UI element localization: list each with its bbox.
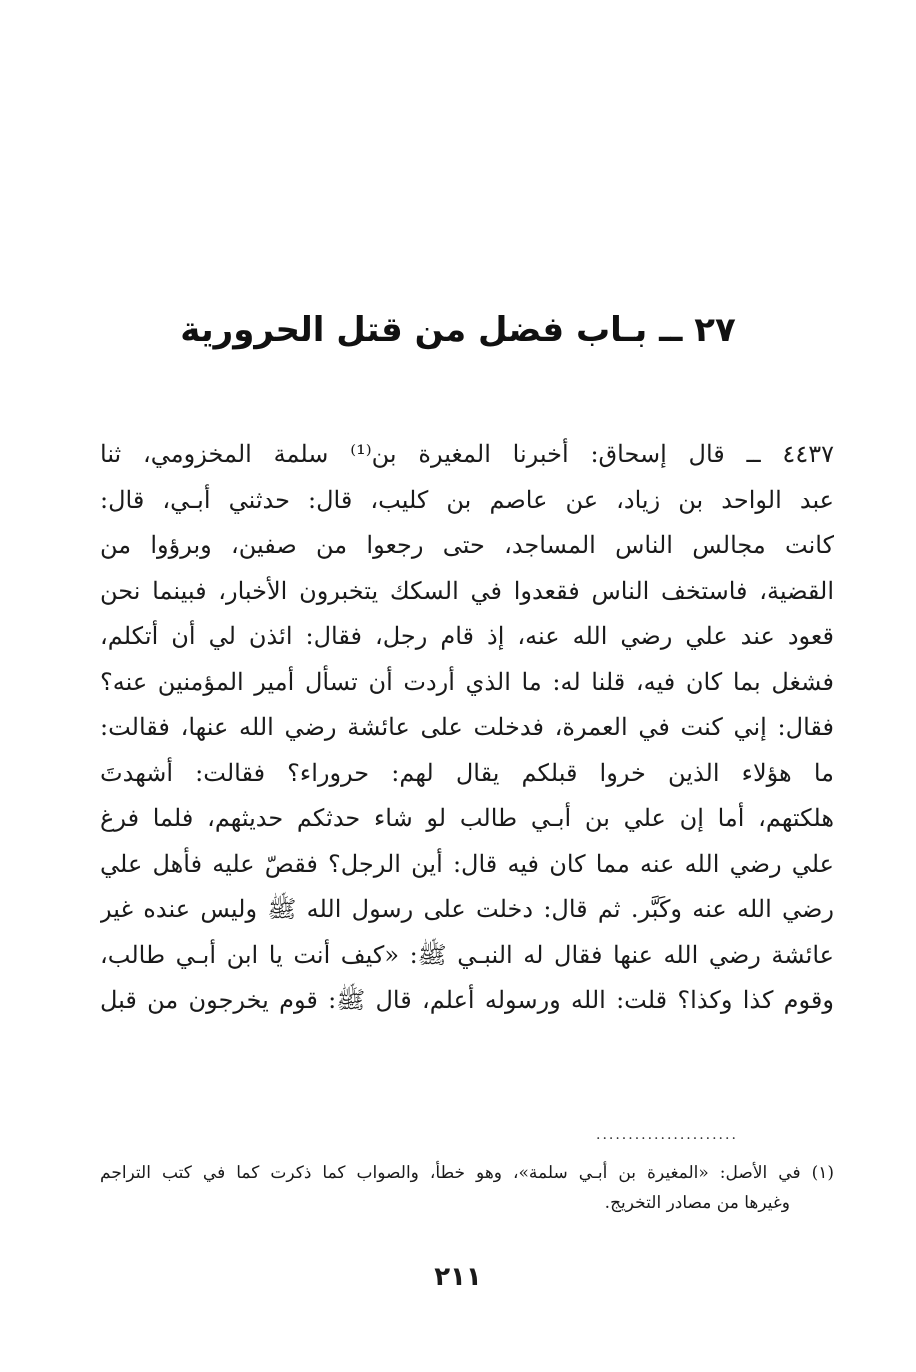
text-line: فقال: إني كنت في العمرة، فدخلت على عائشة رضي الله عنها، فقالت:: [100, 713, 834, 741]
footnote-line: وغيرها من مصادر التخريج.: [604, 1193, 790, 1213]
text-line: رضي الله عنه وكَبَّر. ثم قال: دخلت على رسول الله ﷺ وليس عنده غير: [100, 895, 834, 923]
text-line: عائشة رضي الله عنها فقال له النبـي ﷺ: «كيف أنت يا ابن أبـي طالب،: [100, 940, 834, 969]
text-line: علي رضي الله عنه مما كان فيه قال: أين الرجل؟ فقصّ عليه فأهل علي: [100, 849, 834, 878]
page-number: ٢١١: [434, 1262, 482, 1292]
text-line: القضية، فاستخف الناس فقعدوا في السكك يتخبرون الأخبار، فبينما نحن: [100, 576, 834, 605]
footnote-separator: ......................: [596, 1128, 738, 1142]
text-line: وقوم كذا وكذا؟ قلت: الله ورسوله أعلم، قال ﷺ: قوم يخرجون من قبل: [100, 986, 834, 1014]
chapter-title: ٢٧ ــ بـاب فضل من قتل الحرورية: [180, 310, 736, 350]
footnote: [100, 1158, 834, 1218]
text-line: ٤٤٣٧ ــ قال إسحاق: أخبرنا المغيرة بن⁽¹⁾ سلمة المخزومي، ثنا: [100, 440, 834, 468]
text-line: هلكتهم، أما إن علي بن أبـي طالب لو شاء حدثكم حديثهم، فلما فرغ: [100, 804, 834, 832]
text-line: ما هؤلاء الذين خروا قبلكم يقال لهم: حروراء؟ فقالت: أشهدتَ: [100, 758, 834, 787]
text-line: قعود عند علي رضي الله عنه، إذ قام رجل، فقال: ائذن لي أن أتكلم،: [100, 622, 834, 650]
hadith-text: [100, 432, 834, 1024]
text-line: كانت مجالس الناس المساجد، حتى رجعوا من صفين، وبرؤوا من: [100, 531, 834, 559]
text-line: فشغل بما كان فيه، قلنا له: ما الذي أردت أن تسأل أمير المؤمنين عنه؟: [100, 667, 834, 696]
text-line: عبد الواحد بن زياد، عن عاصم بن كليب، قال: حدثني أبـي، قال:: [100, 485, 834, 514]
footnote-line: (١) في الأصل: «المغيرة بن أبـي سلمة»، وهو خطأ، والصواب كما ذكرت كما في كتب التراجم: [100, 1163, 834, 1183]
